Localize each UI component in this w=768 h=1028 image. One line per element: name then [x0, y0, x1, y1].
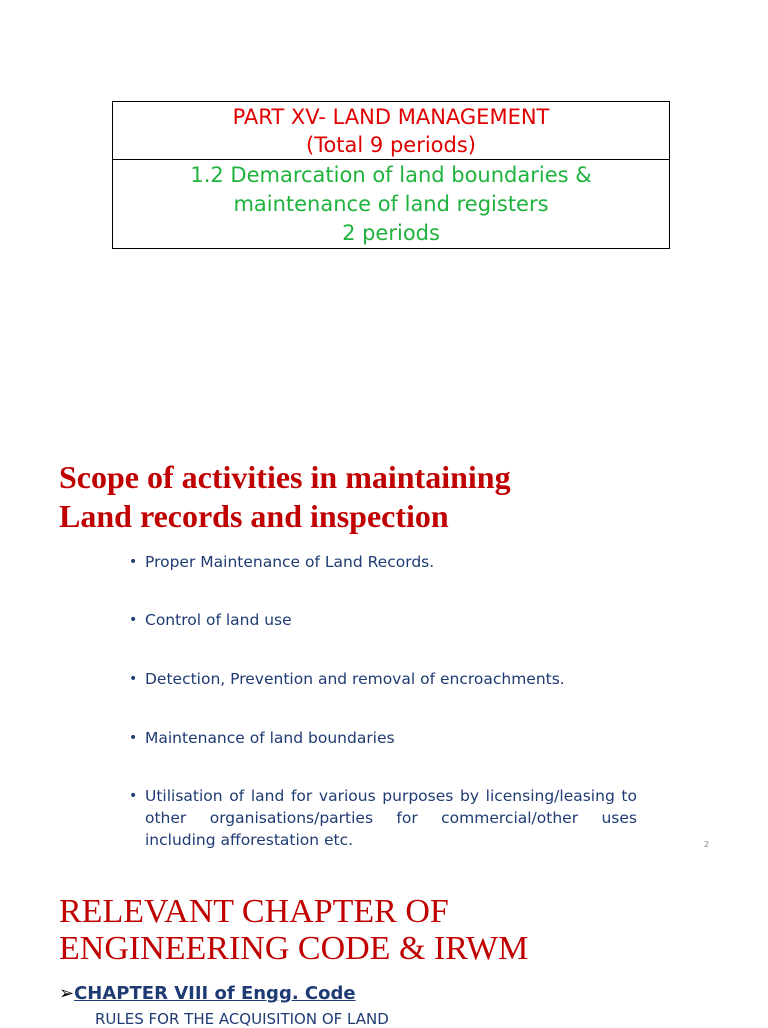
list-item	[129, 551, 434, 573]
bullet-icon: •	[129, 612, 138, 628]
topic-line-2: maintenance of land registers	[233, 192, 549, 216]
chapter-title-line-2: ENGINEERING CODE & IRWM	[59, 930, 529, 967]
bullet-icon: •	[129, 554, 138, 570]
list-item	[129, 785, 637, 851]
bullet-text: Detection, Prevention and removal of encroachments.	[145, 670, 565, 688]
part-title: PART XV- LAND MANAGEMENT	[232, 105, 550, 129]
header-table	[112, 101, 670, 249]
bullet-icon: •	[129, 671, 138, 687]
arrow-bullet-icon: ➢	[59, 983, 75, 1004]
bullet-text: Proper Maintenance of Land Records.	[145, 553, 435, 571]
list-item	[129, 609, 292, 631]
list-item	[129, 727, 395, 749]
chapter-title	[59, 893, 709, 967]
list-item	[129, 668, 565, 690]
acquisition-rules-heading: RULES FOR THE ACQUISITION OF LAND	[95, 1010, 389, 1028]
topic-line-1: 1.2 Demarcation of land boundaries &	[190, 163, 592, 187]
scope-title	[59, 458, 679, 536]
topic-periods: 2 periods	[342, 221, 440, 245]
topic-cell	[113, 160, 669, 248]
chapter-item	[59, 983, 356, 1004]
chapter-title-line-1: RELEVANT CHAPTER OF	[59, 893, 449, 930]
bullet-icon: •	[129, 788, 138, 804]
bullet-text: Utilisation of land for various purposes by licensing/leasing to other organisations/parties for commercial/other uses including afforestation etc.	[145, 787, 637, 849]
scope-title-line-2: Land records and inspection	[59, 498, 449, 534]
chapter-viii-link[interactable]: CHAPTER VIII of Engg. Code	[74, 983, 356, 1004]
page-number: 2	[704, 840, 710, 849]
bullet-icon: •	[129, 730, 138, 746]
bullet-text: Control of land use	[145, 611, 292, 629]
bullet-text: Maintenance of land boundaries	[145, 729, 395, 747]
total-periods: (Total 9 periods)	[306, 133, 476, 157]
part-title-cell	[113, 102, 669, 160]
scope-title-line-1: Scope of activities in maintaining	[59, 459, 511, 495]
